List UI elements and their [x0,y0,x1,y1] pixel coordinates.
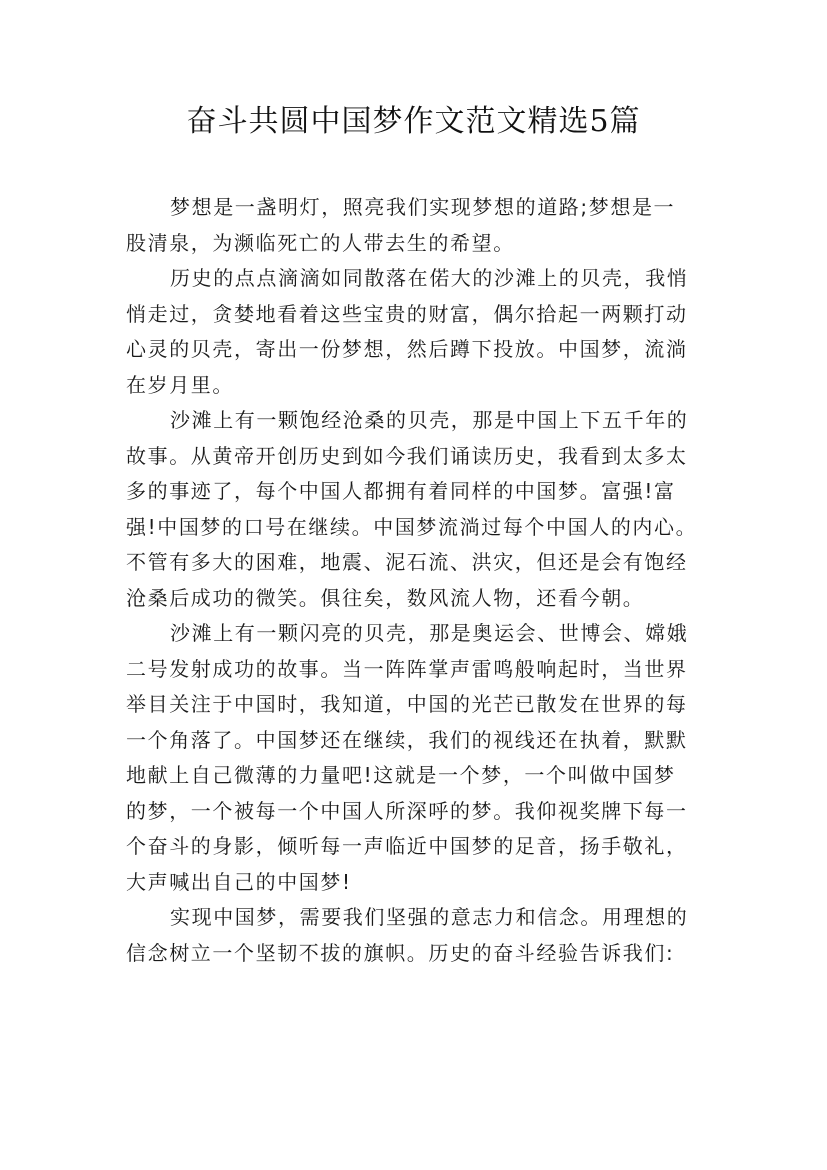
text-line: 的梦，一个被每一个中国人所深呼的梦。我仰视奖牌下每一 [126,798,688,823]
text-line: 地献上自己微薄的力量吧!这就是一个梦，一个叫做中国梦 [126,763,676,787]
text-line: 二号发射成功的故事。当一阵阵掌声雷鸣般响起时，当世界 [126,656,688,681]
text-line: 历史的点点滴滴如同散落在偌大的沙滩上的贝壳，我悄 [170,266,689,290]
text-line: 实现中国梦，需要我们坚强的意志力和信念。用理想的 [170,905,689,929]
text-line: 大声喊出自己的中国梦! [126,869,352,894]
text-line: 悄走过，贪婪地看着这些宝贵的财富，偶尔拾起一两颗打动 [126,301,688,326]
text-line: 不管有多大的困难，地震、泥石流、洪灾，但还是会有饱经 [126,550,688,574]
text-line: 心灵的贝壳，寄出一份梦想，然后蹲下投放。中国梦，流淌 [126,337,688,361]
document-title: 奋斗共圆中国梦作文范文精选5篇 [186,104,641,139]
text-line: 举目关注于中国时，我知道，中国的光芒已散发在世界的每 [126,692,688,716]
text-line: 梦想是一盏明灯，照亮我们实现梦想的道路;梦想是一 [170,195,676,219]
text-line: 沙滩上有一颗饱经沧桑的贝壳，那是中国上下五千年的 [170,408,689,432]
text-line: 个奋斗的身影，倾听每一声临近中国梦的足音，扬手敬礼， [126,834,688,858]
document-body [126,190,712,971]
text-line: 沧桑后成功的微笑。俱往矣，数风流人物，还看今朝。 [126,585,645,610]
text-line: 多的事迹了，每个中国人都拥有着同样的中国梦。富强!富 [126,479,676,503]
text-line: 故事。从黄帝开创历史到如今我们诵读历史，我看到太多太 [126,443,688,468]
text-line: 沙滩上有一颗闪亮的贝壳，那是奥运会、世博会、嫦娥 [170,621,689,645]
text-line: 强!中国梦的口号在继续。中国梦流淌过每个中国人的内心。 [126,514,698,539]
text-line: 信念树立一个坚韧不拔的旗帜。历史的奋斗经验告诉我们: [126,940,675,965]
text-line: 股清泉，为濒临死亡的人带去生的希望。 [126,230,515,255]
text-line: 在岁月里。 [126,372,234,397]
text-line: 一个角落了。中国梦还在继续，我们的视线还在执着，默默 [126,727,688,752]
